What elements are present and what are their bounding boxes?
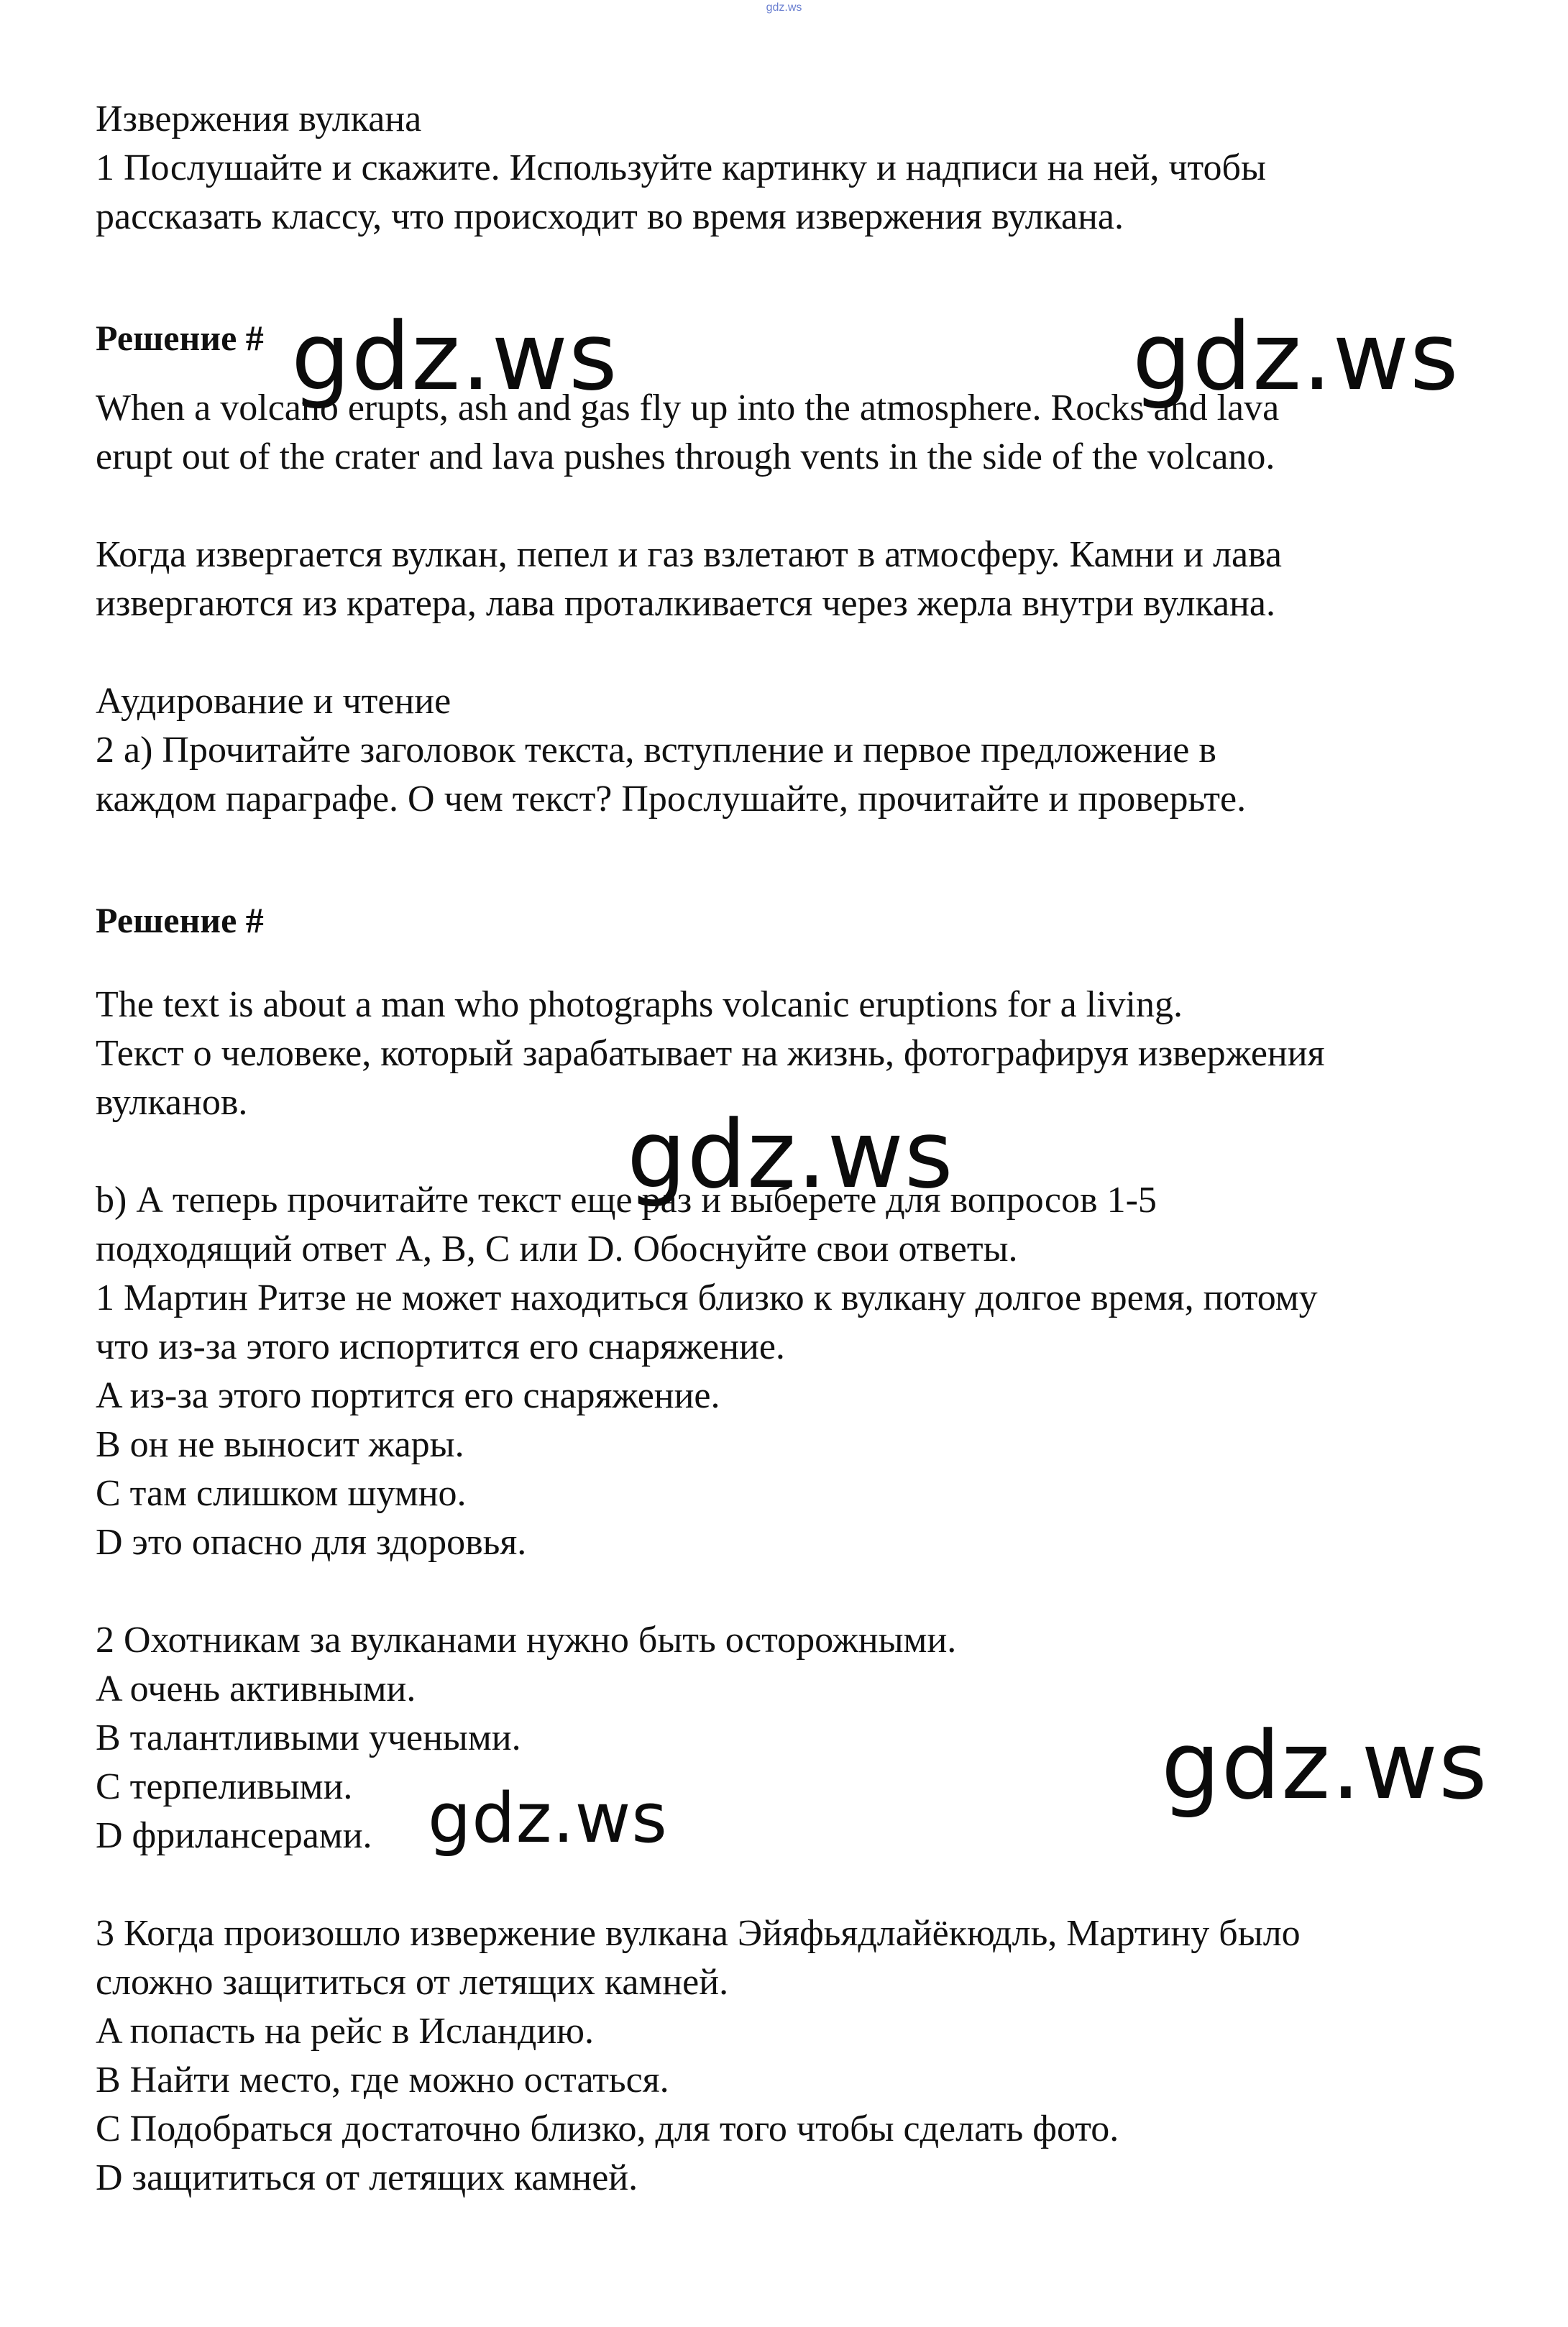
q3-option-c: C Подобраться достаточно близко, для того чтобы сделать фото. — [96, 2108, 1119, 2149]
solution-label-2: Решение # — [96, 900, 264, 940]
answer2-en: The text is about a man who photographs volcanic eruptions for a living. — [96, 984, 1183, 1025]
task2a-line-2: каждом параграфе. О чем текст? Прослушайте, прочитайте и проверьте. — [96, 779, 1247, 820]
task2b-line-1: b) А теперь прочитайте текст еще раз и выберете для вопросов 1-5 — [96, 1180, 1157, 1221]
answer1-en-line-2: erupt out of the crater and lava pushes through vents in the side of the volcano. — [96, 436, 1275, 477]
page-title: Извержения вулкана — [96, 98, 422, 139]
q1-option-a: A из-за этого портится его снаряжение. — [96, 1375, 720, 1416]
q3-line-1: 3 Когда произошло извержение вулкана Эйяфьядлайёкюдль, Мартину было — [96, 1913, 1301, 1954]
task1-line-2: рассказать классу, что происходит во время извержения вулкана. — [96, 196, 1124, 237]
q3-option-d: D защититься от летящих камней. — [96, 2157, 638, 2198]
task2b-line-2: подходящий ответ A, B, C или D. Обоснуйте свои ответы. — [96, 1229, 1018, 1270]
section2-title: Аудирование и чтение — [96, 681, 451, 722]
q1-line-1: 1 Мартин Ритзе не может находиться близко к вулкану долгое время, потому — [96, 1277, 1318, 1318]
watermark-5: gdz.ws — [428, 1779, 668, 1858]
q2-option-b: B талантливыми учеными. — [96, 1717, 521, 1758]
q3-option-a: A попасть на рейс в Исландию. — [96, 2011, 595, 2052]
q2-line-1: 2 Охотникам за вулканами нужно быть осторожными. — [96, 1620, 957, 1661]
q1-option-d: D это опасно для здоровья. — [96, 1522, 527, 1563]
answer2-ru-line-1: Текст о человеке, который зарабатывает на жизнь, фотографируя извержения — [96, 1033, 1325, 1074]
answer1-en-line-1: When a volcano erupts, ash and gas fly up into the atmosphere. Rocks and lava — [96, 387, 1280, 428]
watermark-4: gdz.ws — [1161, 1711, 1488, 1820]
task2a-line-1: 2 a) Прочитайте заголовок текста, вступление и первое предложение в — [96, 730, 1216, 771]
watermark-3: gdz.ws — [627, 1100, 954, 1209]
task1-line-1: 1 Послушайте и скажите. Используйте картинку и надписи на ней, чтобы — [96, 147, 1266, 188]
answer2-ru-line-2: вулканов. — [96, 1082, 248, 1123]
q2-option-a: A очень активными. — [96, 1669, 416, 1709]
watermark-1: gdz.ws — [291, 302, 618, 411]
watermark-2: gdz.ws — [1132, 302, 1459, 411]
q1-option-b: B он не выносит жары. — [96, 1424, 464, 1465]
top-watermark: gdz.ws — [766, 1, 802, 14]
q1-line-2: что из-за этого испортится его снаряжение. — [96, 1326, 785, 1367]
q2-option-c: C терпеливыми. — [96, 1766, 353, 1807]
q3-option-b: B Найти место, где можно остаться. — [96, 2060, 669, 2101]
q1-option-c: C там слишком шумно. — [96, 1473, 467, 1514]
answer1-ru-line-2: извергаются из кратера, лава проталкивается через жерла внутри вулкана. — [96, 583, 1275, 624]
solution-label-1: Решение # — [96, 318, 264, 358]
q3-line-2: сложно защититься от летящих камней. — [96, 1962, 729, 2003]
q2-option-d: D фрилансерами. — [96, 1815, 372, 1856]
answer1-ru-line-1: Когда извергается вулкан, пепел и газ взлетают в атмосферу. Камни и лава — [96, 534, 1282, 575]
